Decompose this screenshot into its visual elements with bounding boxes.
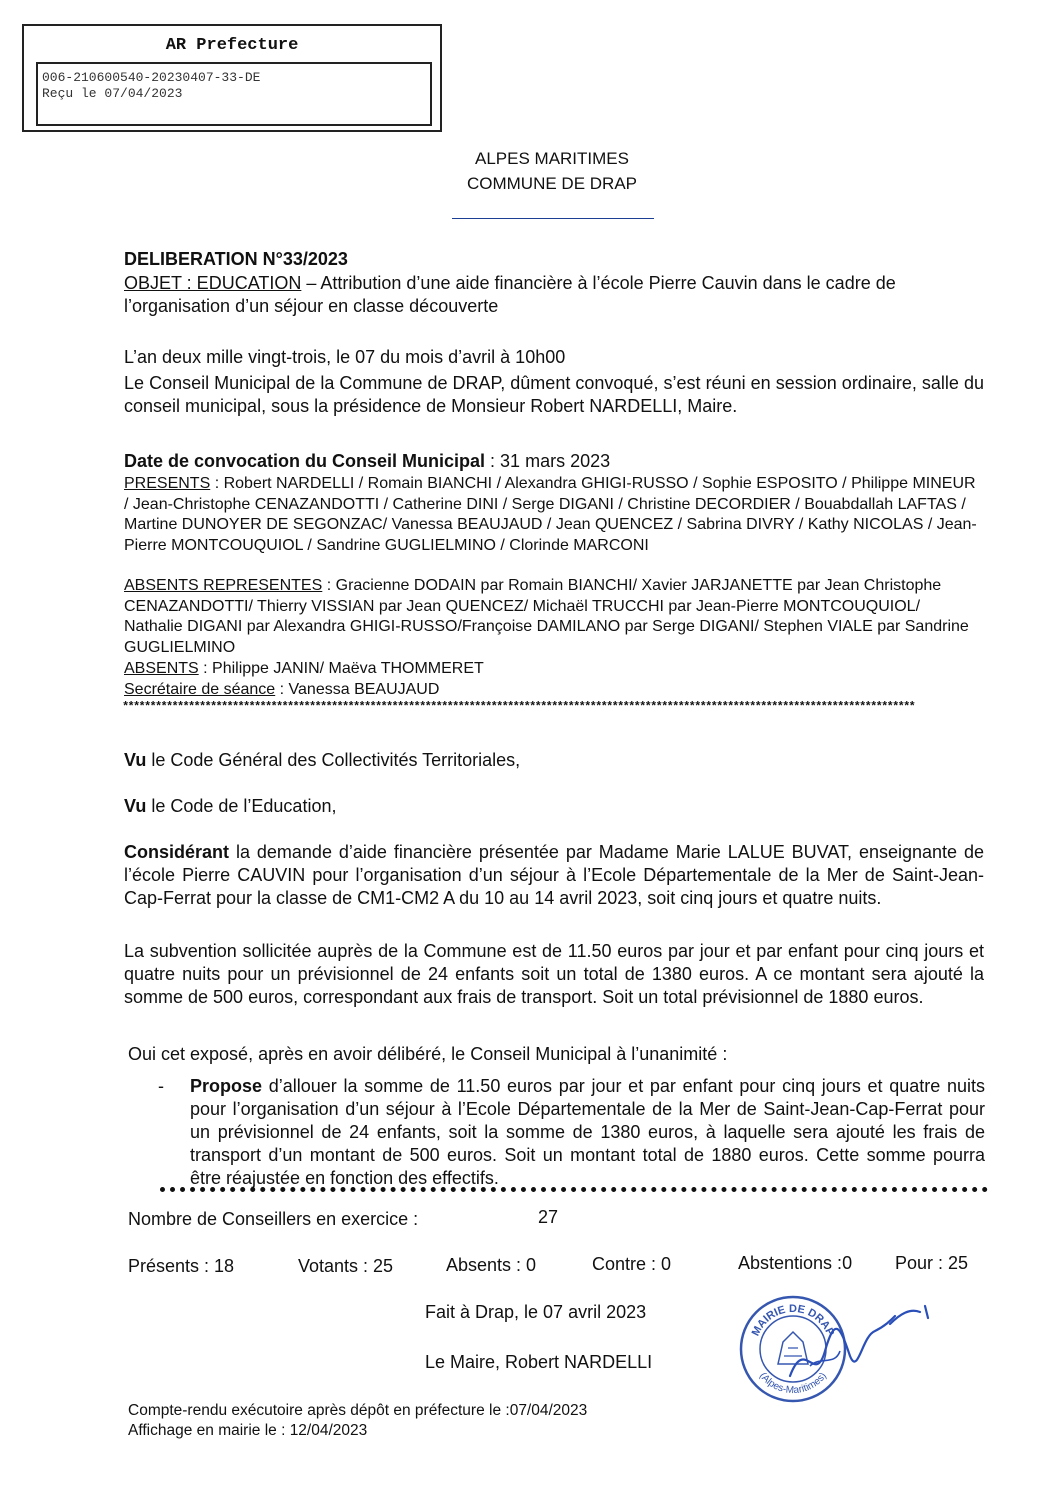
presents-list [124,474,980,556]
represented-label: ABSENTS REPRESENTES [124,577,323,594]
votes-absents: Absents : 0 [446,1255,537,1275]
department-name: ALPES MARITIMES [475,149,629,168]
votes-presents: Présents : 18 [128,1256,235,1276]
bullet-dash: - [158,1076,164,1096]
absents-line [124,659,980,680]
commune-name: COMMUNE DE DRAP [466,174,637,193]
proposal-paragraph [190,1075,985,1190]
votes-pour: Pour : 25 [895,1253,969,1273]
vu-education [124,795,336,818]
seal-bottom-text: (Alpes-Maritimes) [757,1370,829,1397]
represented-list [124,576,980,658]
deliberation-object [124,272,969,318]
absents-label: ABSENTS [124,660,199,677]
dotted-separator [160,1187,988,1192]
vu-cgct [124,749,520,772]
represented-names: : Gracienne DODAIN par Romain BIANCHI/ Xavier JARJANETTE par Jean Christophe CENAZANDOTTI/ Thierry VISSIAN par Jean QUENCEZ/ Michaël TRUCCHI par Jean-Pierre MONTCOUQUIOL/ Nathalie DIGANI par Alexandra GHIGI-RUSSO/Françoise DAMILANO par Serge DIGANI/ Stephen VIALE par Sandrine GUGLIELMINO [124,577,969,656]
separator-stars: ************************************************************************************************************************************************ [122,700,915,714]
subvention-paragraph: La subvention sollicitée auprès de la Commune est de 11.50 euros par jour et par enfant pour cinq jours et quatre nuits pour un prévisionnel de 24 enfants soit un total de 1380 euros. A ce montant sera ajouté la somme de 500 euros, correspondant aux frais de transport. Soit un total prévisionnel de 1880 euros. [124,941,984,1007]
object-label: OBJET : EDUCATION [124,273,302,293]
secretary-name: : Vanessa BEAUJAUD [275,681,440,698]
header-divider [452,218,654,219]
stamp-title: AR Prefecture [165,36,299,55]
prefecture-stamp [22,24,442,132]
convocation-label: Date de convocation du Conseil Municipal [124,451,486,471]
propose-text: d’allouer la somme de 11.50 euros par jour et par enfant pour cinq jours et quatre nuits pour l’organisation d’un séjour à l’Ecole Départementale de la Mer de Saint-Jean-Cap-Ferrat pour un prévisionnel de 24 enfants, soit la somme de 1380 euros, à laquelle sera ajouté les frais de transport d’un montant de 500 euros. Soit un montant total de 1880 euros. Cette somme pourra être réajustée en fonction des effectifs. [190,1076,985,1188]
vu-cgct-text: le Code Général des Collectivités Territoriales, [146,750,521,770]
conseillers-count: 27 [538,1207,559,1227]
stamp-received-date: Reçu le 07/04/2023 [42,86,183,101]
secretary-label: Secrétaire de séance [124,681,276,698]
votes-contre: Contre : 0 [592,1254,672,1274]
seal-top-text: MAIRIE DE DRAP [749,1303,837,1339]
considerant-label: Considérant [124,842,230,862]
mayor-signature [780,1296,940,1396]
considerant-text: la demande d’aide financière présentée par Madame Marie LALUE BUVAT, enseignante de l’école Pierre CAUVIN pour l’organisation d’un séjour à l’Ecole Départementale de la Mer de Saint-Jean-Cap-Ferrat pour la classe de CM1-CM2 A du 10 au 14 avril 2023, soit cinq jours et quatre nuits. [124,842,984,908]
council-description: Le Conseil Municipal de la Commune de DRAP, dûment convoqué, s’est réuni en session ordinaire, salle du conseil municipal, sous la présidence de Monsieur Robert NARDELLI, Maire. [124,373,984,416]
secretary-line [124,680,980,701]
presents-label: PRESENTS [124,475,211,492]
executoire-line: Compte-rendu exécutoire après dépôt en préfecture le :07/04/2023 [128,1402,588,1419]
affichage-line: Affichage en mairie le : 12/04/2023 [128,1422,368,1439]
stamp-reference-box [36,62,432,126]
votes-votants: Votants : 25 [298,1256,394,1276]
convocation-date [124,450,984,473]
presents-names: : Robert NARDELLI / Romain BIANCHI / Alexandra GHIGI-RUSSO / Sophie ESPOSITO / Philippe MINEUR / Jean-Christophe CENAZANDOTTI / Catherine DINI / Serge DIGANI / Christine DECORDIER / Bouabdallah LAFTAS / Martine DUNOYER DE SEGONZAC/ Vanessa BEAUJAUD / Jean QUENCEZ / Sabrina DIVRY / Kathy NICOLAS / Jean-Pierre MONTCOUQUIOL / Sandrine GUGLIELMINO / Clorinde MARCONI [124,475,977,554]
vu-label: Vu [124,796,147,816]
conseillers-label: Nombre de Conseillers en exercice : [128,1209,419,1229]
votes-abstentions: Abstentions :0 [738,1253,853,1273]
vu-education-text: le Code de l’Education, [146,796,337,816]
considerant-paragraph [124,841,984,910]
convocation-value: : 31 mars 2023 [485,451,611,471]
stamp-reference: 006-210600540-20230407-33-DE [42,70,261,85]
object-text: – Attribution d’une aide financière à l’école Pierre Cauvin dans le cadre de l’organisation d’un séjour en classe découverte [124,273,896,316]
deliberation-number: DELIBERATION N°33/2023 [124,249,348,269]
propose-label: Propose [190,1076,263,1096]
vu-label: Vu [124,750,147,770]
mayor-name: Le Maire, Robert NARDELLI [425,1352,653,1372]
place-and-date: Fait à Drap, le 07 avril 2023 [425,1302,647,1322]
absents-names: : Philippe JANIN/ Maëva THOMMERET [198,660,484,677]
oui-expose: Oui cet exposé, après en avoir délibéré, le Conseil Municipal à l’unanimité : [128,1044,728,1064]
meeting-date-line: L’an deux mille vingt-trois, le 07 du mois d’avril à 10h00 [124,347,566,367]
